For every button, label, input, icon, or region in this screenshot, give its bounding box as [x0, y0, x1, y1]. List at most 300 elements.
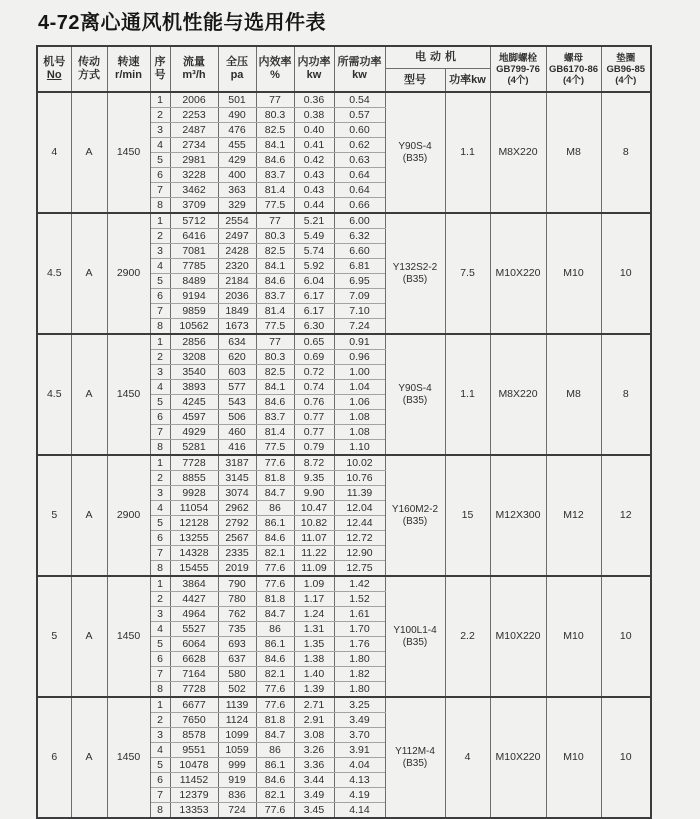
efficiency-cell: 80.3 [256, 108, 294, 123]
header-label: 所需功率 [337, 56, 382, 68]
nut-cell: M10 [546, 697, 601, 818]
efficiency-cell: 82.1 [256, 788, 294, 803]
drive-mode-cell: A [71, 576, 107, 697]
performance-table [36, 45, 652, 819]
power-cell: 3.44 [294, 773, 334, 788]
seq-cell: 4 [150, 259, 170, 274]
data-row [37, 697, 651, 713]
seq-cell: 7 [150, 667, 170, 682]
pressure-cell: 502 [218, 682, 256, 698]
flow-cell: 15455 [170, 561, 218, 577]
header-label: 内功率 [297, 56, 331, 68]
efficiency-cell: 82.1 [256, 667, 294, 682]
required-power-cell: 0.64 [334, 183, 385, 198]
header-label: 转速 [117, 56, 140, 68]
pressure-cell: 637 [218, 652, 256, 667]
seq-cell: 8 [150, 803, 170, 819]
pressure-cell: 2036 [218, 289, 256, 304]
seq-cell: 1 [150, 92, 170, 108]
page-title: 4-72离心通风机性能与选用件表 [38, 12, 327, 34]
efficiency-cell: 81.8 [256, 713, 294, 728]
required-power-cell: 6.32 [334, 229, 385, 244]
motor-model-cell [385, 213, 445, 334]
power-cell: 2.91 [294, 713, 334, 728]
power-cell: 6.04 [294, 274, 334, 289]
pressure-cell: 2554 [218, 213, 256, 229]
motor-model-cell [385, 697, 445, 818]
required-power-cell: 0.57 [334, 108, 385, 123]
flow-cell: 14328 [170, 546, 218, 561]
nut-cell: M8 [546, 334, 601, 455]
motor-model-cell [385, 334, 445, 455]
efficiency-cell: 86 [256, 743, 294, 758]
header-row-1 [37, 46, 651, 69]
power-cell: 6.17 [294, 304, 334, 319]
col-header-speed [107, 46, 150, 92]
header-label: 全压 [226, 56, 248, 68]
power-cell: 3.26 [294, 743, 334, 758]
efficiency-cell: 81.4 [256, 304, 294, 319]
flow-cell: 2981 [170, 153, 218, 168]
pressure-cell: 634 [218, 334, 256, 350]
flow-cell: 7785 [170, 259, 218, 274]
required-power-cell: 0.66 [334, 198, 385, 214]
col-header-motor-model: 型号 [385, 69, 445, 93]
seq-cell: 1 [150, 455, 170, 471]
flow-cell: 9859 [170, 304, 218, 319]
header-label: 螺母 [563, 52, 583, 64]
machine-no-cell: 4.5 [37, 334, 71, 455]
power-cell: 5.74 [294, 244, 334, 259]
seq-cell: 5 [150, 274, 170, 289]
efficiency-cell: 77.5 [256, 198, 294, 214]
flow-cell: 12379 [170, 788, 218, 803]
efficiency-cell: 86 [256, 501, 294, 516]
power-cell: 3.45 [294, 803, 334, 819]
header-unit: % [270, 69, 280, 81]
speed-cell: 1450 [107, 92, 150, 213]
machine-no-cell: 4.5 [37, 213, 71, 334]
seq-cell: 8 [150, 440, 170, 456]
power-cell: 1.24 [294, 607, 334, 622]
seq-cell: 4 [150, 622, 170, 637]
seq-cell: 4 [150, 501, 170, 516]
seq-cell: 3 [150, 728, 170, 743]
col-header-washer [601, 46, 651, 92]
pressure-cell: 790 [218, 576, 256, 592]
efficiency-cell: 84.7 [256, 486, 294, 501]
flow-cell: 2487 [170, 123, 218, 138]
efficiency-cell: 77.6 [256, 803, 294, 819]
motor-mount: (B35) [402, 757, 428, 769]
required-power-cell: 6.60 [334, 244, 385, 259]
flow-cell: 4427 [170, 592, 218, 607]
flow-cell: 2856 [170, 334, 218, 350]
required-power-cell: 1.70 [334, 622, 385, 637]
seq-cell: 2 [150, 471, 170, 486]
pressure-cell: 3074 [218, 486, 256, 501]
pressure-cell: 400 [218, 168, 256, 183]
efficiency-cell: 86.1 [256, 516, 294, 531]
efficiency-cell: 84.6 [256, 773, 294, 788]
required-power-cell: 0.62 [334, 138, 385, 153]
power-cell: 0.38 [294, 108, 334, 123]
header-label: 传动 [78, 56, 100, 68]
pressure-cell: 620 [218, 350, 256, 365]
pressure-cell: 2184 [218, 274, 256, 289]
required-power-cell: 1.08 [334, 410, 385, 425]
efficiency-cell: 77.6 [256, 682, 294, 698]
seq-cell: 2 [150, 108, 170, 123]
anchor-bolt-cell: M10X220 [490, 697, 546, 818]
seq-cell: 4 [150, 743, 170, 758]
seq-cell: 6 [150, 289, 170, 304]
power-cell: 1.35 [294, 637, 334, 652]
motor-model: Y100L1-4 [393, 624, 437, 636]
power-cell: 0.76 [294, 395, 334, 410]
power-cell: 1.39 [294, 682, 334, 698]
seq-cell: 3 [150, 486, 170, 501]
power-cell: 0.69 [294, 350, 334, 365]
seq-cell: 6 [150, 652, 170, 667]
data-row [37, 334, 651, 350]
required-power-cell: 12.75 [334, 561, 385, 577]
efficiency-cell: 81.4 [256, 183, 294, 198]
efficiency-cell: 80.3 [256, 229, 294, 244]
flow-cell: 8855 [170, 471, 218, 486]
col-header-motor: 电动机 [385, 46, 490, 69]
flow-cell: 6677 [170, 697, 218, 713]
seq-cell: 8 [150, 561, 170, 577]
required-power-cell: 0.64 [334, 168, 385, 183]
required-power-cell: 7.24 [334, 319, 385, 335]
flow-cell: 12128 [170, 516, 218, 531]
flow-cell: 3709 [170, 198, 218, 214]
header-label: 垫圈 [616, 52, 636, 64]
data-row [37, 576, 651, 592]
pressure-cell: 506 [218, 410, 256, 425]
required-power-cell: 1.06 [334, 395, 385, 410]
speed-cell: 1450 [107, 576, 150, 697]
power-cell: 0.42 [294, 153, 334, 168]
required-power-cell: 1.80 [334, 682, 385, 698]
power-cell: 3.08 [294, 728, 334, 743]
efficiency-cell: 86.1 [256, 758, 294, 773]
power-cell: 0.65 [294, 334, 334, 350]
motor-mount: (B35) [402, 394, 428, 406]
power-cell: 8.72 [294, 455, 334, 471]
efficiency-cell: 77.6 [256, 561, 294, 577]
efficiency-cell: 86.1 [256, 637, 294, 652]
col-header-nut [546, 46, 601, 92]
header-unit: kw [306, 69, 322, 81]
required-power-cell: 1.76 [334, 637, 385, 652]
drive-mode-cell: A [71, 213, 107, 334]
efficiency-cell: 82.5 [256, 244, 294, 259]
header-label: 号 [154, 69, 166, 81]
pressure-cell: 429 [218, 153, 256, 168]
washer-cell: 10 [601, 697, 651, 818]
efficiency-cell: 84.1 [256, 138, 294, 153]
seq-cell: 4 [150, 380, 170, 395]
required-power-cell: 1.42 [334, 576, 385, 592]
header-label: 地脚螺栓 [498, 52, 537, 64]
seq-cell: 7 [150, 425, 170, 440]
power-cell: 10.82 [294, 516, 334, 531]
power-cell: 0.36 [294, 92, 334, 108]
drive-mode-cell: A [71, 92, 107, 213]
pressure-cell: 329 [218, 198, 256, 214]
flow-cell: 3462 [170, 183, 218, 198]
anchor-bolt-cell: M10X220 [490, 213, 546, 334]
machine-no-cell: 5 [37, 455, 71, 576]
nut-cell: M10 [546, 576, 601, 697]
required-power-cell: 1.08 [334, 425, 385, 440]
flow-cell: 10562 [170, 319, 218, 335]
pressure-cell: 2567 [218, 531, 256, 546]
seq-cell: 5 [150, 758, 170, 773]
pressure-cell: 1139 [218, 697, 256, 713]
seq-cell: 7 [150, 788, 170, 803]
required-power-cell: 12.72 [334, 531, 385, 546]
motor-power-cell: 1.1 [445, 334, 490, 455]
anchor-bolt-cell: M12X300 [490, 455, 546, 576]
header-label: 流量 [183, 56, 205, 68]
flow-cell: 7081 [170, 244, 218, 259]
seq-cell: 6 [150, 168, 170, 183]
nut-cell: M8 [546, 92, 601, 213]
efficiency-cell: 83.7 [256, 410, 294, 425]
pressure-cell: 476 [218, 123, 256, 138]
power-cell: 0.74 [294, 380, 334, 395]
machine-no-cell: 6 [37, 697, 71, 818]
pressure-cell: 999 [218, 758, 256, 773]
required-power-cell: 7.09 [334, 289, 385, 304]
flow-cell: 5527 [170, 622, 218, 637]
required-power-cell: 1.10 [334, 440, 385, 456]
power-cell: 5.49 [294, 229, 334, 244]
col-header-power [294, 46, 334, 92]
table-body [37, 92, 651, 818]
flow-cell: 6628 [170, 652, 218, 667]
flow-cell: 7728 [170, 682, 218, 698]
seq-cell: 5 [150, 395, 170, 410]
power-cell: 0.40 [294, 123, 334, 138]
efficiency-cell: 83.7 [256, 168, 294, 183]
motor-model: Y160M2-2 [391, 503, 439, 515]
washer-cell: 10 [601, 576, 651, 697]
power-cell: 0.77 [294, 425, 334, 440]
anchor-bolt-cell: M10X220 [490, 576, 546, 697]
power-cell: 0.72 [294, 365, 334, 380]
flow-cell: 7650 [170, 713, 218, 728]
seq-cell: 3 [150, 123, 170, 138]
flow-cell: 7164 [170, 667, 218, 682]
pressure-cell: 501 [218, 92, 256, 108]
flow-cell: 9928 [170, 486, 218, 501]
efficiency-cell: 77.6 [256, 455, 294, 471]
motor-power-cell: 7.5 [445, 213, 490, 334]
required-power-cell: 12.04 [334, 501, 385, 516]
required-power-cell: 6.81 [334, 259, 385, 274]
power-cell: 0.43 [294, 183, 334, 198]
efficiency-cell: 84.6 [256, 395, 294, 410]
power-cell: 10.47 [294, 501, 334, 516]
pressure-cell: 919 [218, 773, 256, 788]
flow-cell: 9194 [170, 289, 218, 304]
required-power-cell: 12.90 [334, 546, 385, 561]
motor-model: Y132S2-2 [392, 261, 438, 273]
efficiency-cell: 80.3 [256, 350, 294, 365]
required-power-cell: 0.91 [334, 334, 385, 350]
power-cell: 5.92 [294, 259, 334, 274]
pressure-cell: 580 [218, 667, 256, 682]
motor-power-cell: 1.1 [445, 92, 490, 213]
motor-power-cell: 4 [445, 697, 490, 818]
flow-cell: 3208 [170, 350, 218, 365]
col-header-efficiency [256, 46, 294, 92]
motor-mount: (B35) [402, 273, 428, 285]
pressure-cell: 693 [218, 637, 256, 652]
efficiency-cell: 82.5 [256, 123, 294, 138]
required-power-cell: 1.04 [334, 380, 385, 395]
col-header-seq [150, 46, 170, 92]
flow-cell: 3893 [170, 380, 218, 395]
pressure-cell: 460 [218, 425, 256, 440]
flow-cell: 6064 [170, 637, 218, 652]
motor-model-cell [385, 455, 445, 576]
flow-cell: 3228 [170, 168, 218, 183]
flow-cell: 2734 [170, 138, 218, 153]
efficiency-cell: 81.8 [256, 471, 294, 486]
power-cell: 1.31 [294, 622, 334, 637]
pressure-cell: 577 [218, 380, 256, 395]
pressure-cell: 603 [218, 365, 256, 380]
pressure-cell: 3187 [218, 455, 256, 471]
efficiency-cell: 86 [256, 622, 294, 637]
required-power-cell: 4.04 [334, 758, 385, 773]
required-power-cell: 3.70 [334, 728, 385, 743]
efficiency-cell: 84.7 [256, 607, 294, 622]
efficiency-cell: 77 [256, 92, 294, 108]
seq-cell: 8 [150, 198, 170, 214]
seq-cell: 2 [150, 350, 170, 365]
seq-cell: 1 [150, 334, 170, 350]
flow-cell: 13255 [170, 531, 218, 546]
speed-cell: 2900 [107, 213, 150, 334]
pressure-cell: 1059 [218, 743, 256, 758]
seq-cell: 1 [150, 576, 170, 592]
col-header-required-power [334, 46, 385, 92]
required-power-cell: 1.00 [334, 365, 385, 380]
flow-cell: 4597 [170, 410, 218, 425]
seq-cell: 7 [150, 546, 170, 561]
seq-cell: 2 [150, 592, 170, 607]
required-power-cell: 0.96 [334, 350, 385, 365]
efficiency-cell: 81.4 [256, 425, 294, 440]
header-qty: (4个) [507, 74, 529, 86]
seq-cell: 5 [150, 516, 170, 531]
seq-cell: 7 [150, 304, 170, 319]
washer-cell: 8 [601, 92, 651, 213]
required-power-cell: 4.14 [334, 803, 385, 819]
seq-cell: 1 [150, 213, 170, 229]
power-cell: 0.79 [294, 440, 334, 456]
required-power-cell: 0.60 [334, 123, 385, 138]
pressure-cell: 416 [218, 440, 256, 456]
flow-cell: 10478 [170, 758, 218, 773]
flow-cell: 3864 [170, 576, 218, 592]
header-label: 机号 [43, 56, 66, 68]
speed-cell: 1450 [107, 697, 150, 818]
drive-mode-cell: A [71, 334, 107, 455]
flow-cell: 7728 [170, 455, 218, 471]
efficiency-cell: 84.7 [256, 728, 294, 743]
power-cell: 2.71 [294, 697, 334, 713]
machine-no-cell: 4 [37, 92, 71, 213]
motor-mount: (B35) [402, 515, 428, 527]
header-unit: No [46, 69, 62, 81]
required-power-cell: 3.49 [334, 713, 385, 728]
pressure-cell: 2428 [218, 244, 256, 259]
required-power-cell: 12.44 [334, 516, 385, 531]
efficiency-cell: 77.6 [256, 576, 294, 592]
motor-model: Y90S-4 [398, 140, 432, 152]
anchor-bolt-cell: M8X220 [490, 92, 546, 213]
header-unit: pa [230, 69, 244, 81]
seq-cell: 3 [150, 365, 170, 380]
col-header-pressure [218, 46, 256, 92]
header-unit: m³/h [182, 69, 206, 81]
flow-cell: 4964 [170, 607, 218, 622]
efficiency-cell: 82.5 [256, 365, 294, 380]
power-cell: 0.44 [294, 198, 334, 214]
power-cell: 5.21 [294, 213, 334, 229]
efficiency-cell: 77.6 [256, 697, 294, 713]
pressure-cell: 455 [218, 138, 256, 153]
required-power-cell: 1.52 [334, 592, 385, 607]
required-power-cell: 3.25 [334, 697, 385, 713]
flow-cell: 4929 [170, 425, 218, 440]
pressure-cell: 1673 [218, 319, 256, 335]
power-cell: 0.41 [294, 138, 334, 153]
pressure-cell: 2962 [218, 501, 256, 516]
seq-cell: 6 [150, 531, 170, 546]
pressure-cell: 543 [218, 395, 256, 410]
seq-cell: 2 [150, 713, 170, 728]
header-standard: GB6170-86 [548, 63, 599, 75]
flow-cell: 8578 [170, 728, 218, 743]
nut-cell: M12 [546, 455, 601, 576]
seq-cell: 8 [150, 682, 170, 698]
data-row [37, 455, 651, 471]
pressure-cell: 762 [218, 607, 256, 622]
pressure-cell: 780 [218, 592, 256, 607]
flow-cell: 3540 [170, 365, 218, 380]
header-standard: GB96-85 [606, 63, 646, 75]
machine-no-cell: 5 [37, 576, 71, 697]
seq-cell: 1 [150, 697, 170, 713]
data-row [37, 92, 651, 108]
pressure-cell: 363 [218, 183, 256, 198]
flow-cell: 8489 [170, 274, 218, 289]
efficiency-cell: 82.1 [256, 546, 294, 561]
table-header [37, 46, 651, 92]
header-label: 序 [154, 56, 166, 68]
required-power-cell: 1.82 [334, 667, 385, 682]
seq-cell: 5 [150, 153, 170, 168]
power-cell: 0.77 [294, 410, 334, 425]
